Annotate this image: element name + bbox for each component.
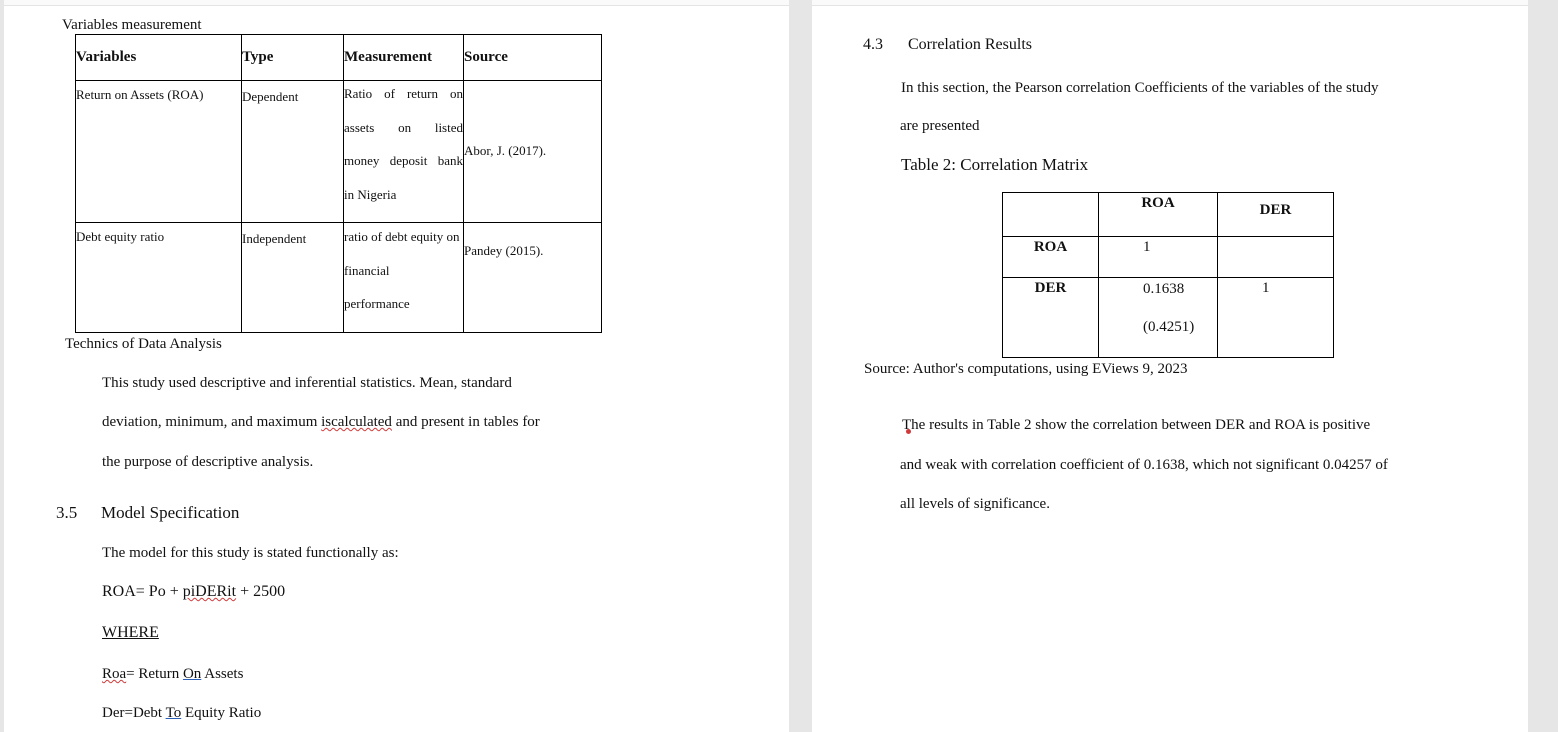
matrix-cell: 1	[1218, 278, 1334, 358]
section-number: 3.5	[56, 503, 78, 522]
section-heading: Correlation Results	[908, 36, 1032, 53]
model-equation: ROA= Po + piDERit + 2500	[102, 583, 286, 600]
cell-source: Abor, J. (2017).	[464, 81, 602, 223]
paragraph-line: all levels of significance.	[900, 496, 1050, 512]
section-title: Technics of Data Analysis	[65, 336, 222, 352]
cell-type: Dependent	[242, 81, 344, 223]
cell-variable: Return on Assets (ROA)	[76, 81, 242, 223]
p-value: (0.4251)	[1143, 319, 1195, 335]
page-top-edge	[4, 0, 789, 6]
paragraph-line: This study used descriptive and inferential statistics. Mean, standard	[102, 375, 512, 391]
model-intro: The model for this study is stated functionally as:	[102, 545, 399, 561]
section-number: 4.3	[863, 36, 883, 53]
row-label-roa: ROA	[1003, 237, 1099, 278]
header-source: Source	[464, 35, 602, 81]
header-measurement: Measurement	[344, 35, 464, 81]
spelling-error[interactable]: iscalculated	[321, 414, 392, 430]
where-label: WHERE	[102, 624, 159, 641]
table-caption: Variables measurement	[62, 17, 202, 33]
col-header-der: DER	[1218, 193, 1334, 237]
spelling-error[interactable]: Roa	[102, 666, 127, 682]
paragraph-line: are presented	[900, 118, 980, 134]
cell-type: Independent	[242, 223, 344, 333]
header-type: Type	[242, 35, 344, 81]
variables-measurement-table	[75, 34, 602, 333]
paragraph-line: In this section, the Pearson correlation Coefficients of the variables of the study	[901, 80, 1379, 96]
table-row	[76, 223, 602, 333]
page-top-edge	[812, 0, 1528, 6]
grammar-flag[interactable]: On	[182, 666, 202, 682]
paragraph-line: the purpose of descriptive analysis.	[102, 454, 314, 470]
matrix-cell: 0.1638 (0.4251)	[1099, 278, 1218, 358]
cell-measurement: ratio of debt equity on financial performance	[344, 223, 464, 333]
paragraph-line: The results in Table 2 show the correlation between DER and ROA is positive	[902, 417, 1371, 433]
document-page-right	[812, 0, 1528, 732]
table-row	[76, 81, 602, 223]
grammar-flag[interactable]: To	[165, 705, 182, 721]
table-header-row	[76, 35, 602, 81]
matrix-corner-cell	[1003, 193, 1099, 237]
document-page-left	[4, 0, 789, 732]
cell-variable: Debt equity ratio	[76, 223, 242, 333]
matrix-cell: 1	[1099, 237, 1218, 278]
row-label-der: DER	[1003, 278, 1099, 358]
cell-source: Pandey (2015).	[464, 223, 602, 333]
cell-measurement: Ratio of return on assets on listed money deposit bank in Nigeria	[344, 81, 464, 223]
section-heading: Model Specification	[101, 503, 240, 522]
matrix-row	[1003, 278, 1334, 358]
paragraph-line: deviation, minimum, and maximum iscalculated and present in tables for	[102, 414, 540, 430]
source-note: Source: Author's computations, using EViews 9, 2023	[864, 361, 1188, 377]
definition-line: Roa= Return On Assets	[102, 666, 244, 682]
correlation-matrix-table	[1002, 192, 1334, 358]
matrix-row	[1003, 237, 1334, 278]
matrix-header-row	[1003, 193, 1334, 237]
definition-line: Der=Debt To Equity Ratio	[102, 705, 262, 721]
header-variables: Variables	[76, 35, 242, 81]
paragraph-line: and weak with correlation coefficient of 0.1638, which not significant 0.04257 of	[900, 457, 1388, 473]
spelling-error[interactable]: piDERit	[182, 583, 237, 600]
matrix-cell	[1218, 237, 1334, 278]
col-header-roa: ROA	[1099, 193, 1218, 237]
table-title: Table 2: Correlation Matrix	[901, 155, 1089, 174]
